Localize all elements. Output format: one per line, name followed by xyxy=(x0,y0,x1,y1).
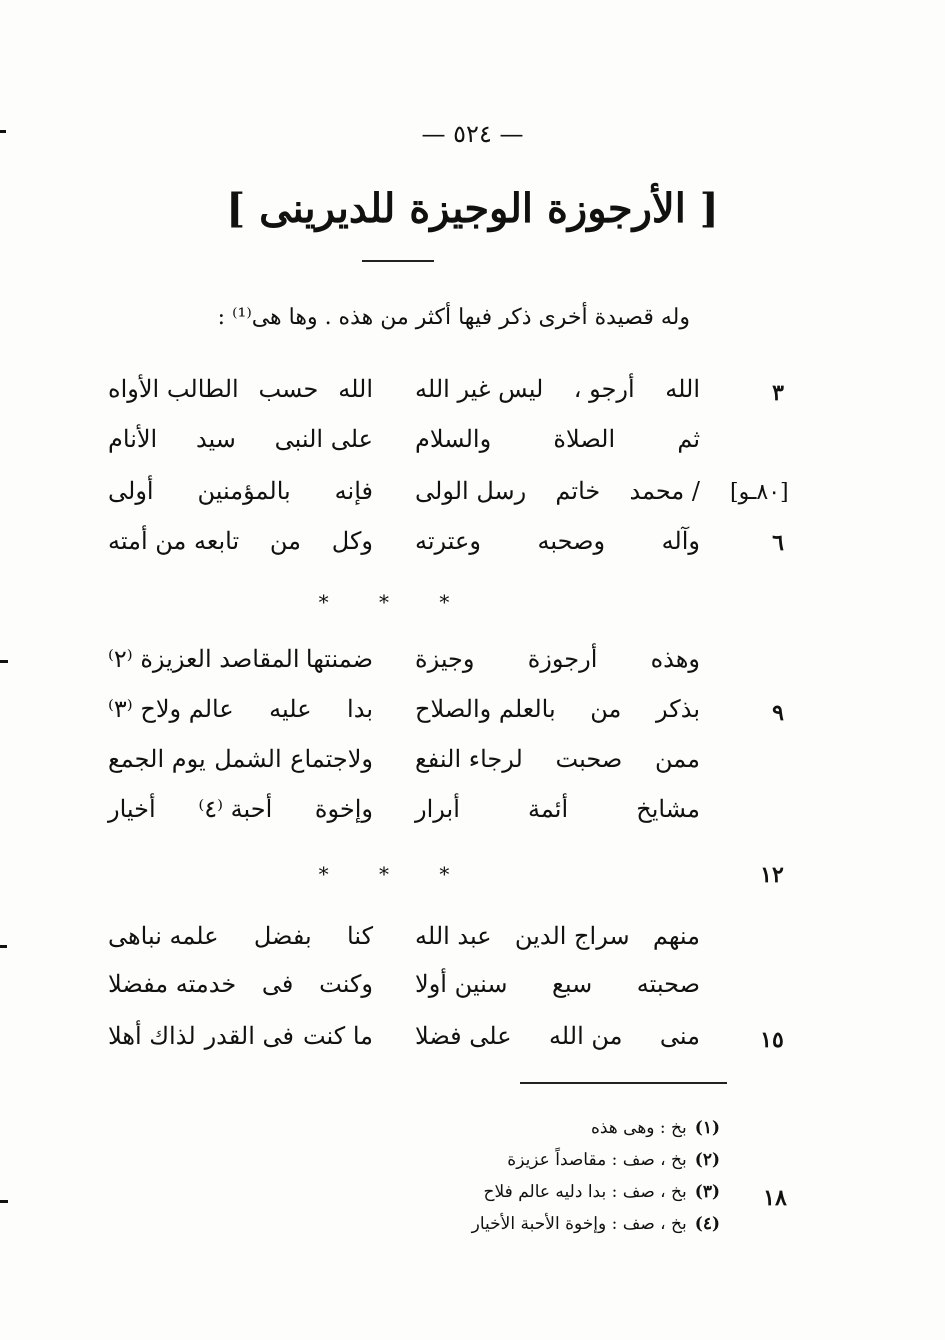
verse-hemistich-second: وكنت فى خدمته مفضلا xyxy=(108,970,373,998)
verse-number: ٦ xyxy=(772,530,784,556)
verse-line xyxy=(100,477,700,517)
poem-title: [ الأرجوزة الوجيزة للديرينى ] xyxy=(226,185,719,232)
verse-hemistich-first: ثم الصلاة والسلام xyxy=(415,425,700,453)
verse-hemistich-second: ما كنت فى القدر لذاك أهلا xyxy=(108,1022,373,1050)
verse-hemistich-second: الله حسب الطالب الأواه xyxy=(108,375,373,403)
verse-hemistich-second: وكل من تابعه من أمته xyxy=(108,527,373,555)
verse-hemistich-second: ولاجتماع الشمل يوم الجمع xyxy=(108,745,373,773)
verse-hemistich-first: وآله وصحبه وعترته xyxy=(415,527,700,555)
verse-line xyxy=(100,527,700,567)
scan-edge-mark xyxy=(0,945,7,948)
verse-hemistich-second: فإنه بالمؤمنين أولى xyxy=(108,477,373,505)
verse-hemistich-first: منهم سراج الدين عبد الله xyxy=(415,922,700,950)
verse-line xyxy=(100,425,700,465)
verse-line xyxy=(100,1022,700,1062)
intro-line: وله قصيدة أخرى ذكر فيها أكثر من هذه . وها هى⁽¹⁾ : xyxy=(217,305,690,330)
verse-hemistich-first: / محمد خاتم رسل الولى xyxy=(415,477,700,505)
verse-line xyxy=(100,745,700,785)
verse-hemistich-first: مشايخ أئمة أبرار xyxy=(415,795,700,823)
title-divider xyxy=(362,260,434,262)
section-separator: * * * xyxy=(318,862,472,886)
verse-line xyxy=(100,695,700,735)
footnote: (٤)بخ ، صف : وإخوة الأحبة الأخيار xyxy=(471,1214,720,1234)
verse-number: ١٨ xyxy=(763,1185,787,1211)
scan-edge-mark xyxy=(0,130,6,133)
verse-hemistich-first: وهذه أرجوزة وجيزة xyxy=(415,645,700,673)
verse-line xyxy=(100,970,700,1010)
section-separator: * * * xyxy=(318,590,472,614)
verse-number: ١٢ xyxy=(760,862,784,888)
verse-number: ٣ xyxy=(772,380,784,406)
footnote: (١)بخ : وهى هذه xyxy=(590,1118,720,1138)
verse-hemistich-second: كنا بفضل علمه نباهى xyxy=(108,922,373,950)
verse-hemistich-second: بدا عليه عالم ولاح ⁽٣⁾ xyxy=(108,695,373,723)
page-number: — ٥٢٤ — xyxy=(421,120,524,148)
verse-line xyxy=(100,795,700,835)
verse-hemistich-second: على النبى سيد الأنام xyxy=(108,425,373,453)
verse-number: ٩ xyxy=(772,700,784,726)
verse-hemistich-second: وإخوة أحبة ⁽٤⁾ أخيار xyxy=(108,795,373,823)
verse-hemistich-first: منى من الله على فضلا xyxy=(415,1022,700,1050)
footnote: (٣)بخ ، صف : بدا دليه عالم فلاح xyxy=(483,1182,720,1202)
verse-line xyxy=(100,645,700,685)
folio-marker: [٨٠ـو] xyxy=(730,480,789,505)
verse-line xyxy=(100,922,700,962)
verse-hemistich-first: صحبته سبع سنين أولا xyxy=(415,970,700,998)
verse-number: ١٥ xyxy=(760,1027,784,1053)
footnote: (٢)بخ ، صف : مقاصداً عزيزة xyxy=(507,1150,720,1170)
verse-line xyxy=(100,375,700,415)
verse-hemistich-first: بذكر من بالعلم والصلاح xyxy=(415,695,700,723)
verse-hemistich-first: ممن صحبت لرجاء النفع xyxy=(415,745,700,773)
scan-edge-mark xyxy=(0,1200,8,1203)
verse-hemistich-second: ضمنتها المقاصد العزيزة ⁽٢⁾ xyxy=(108,645,373,673)
scan-edge-mark xyxy=(0,660,8,663)
footnote-divider xyxy=(520,1082,727,1084)
verse-hemistich-first: الله أرجو ، ليس غير الله xyxy=(415,375,700,403)
